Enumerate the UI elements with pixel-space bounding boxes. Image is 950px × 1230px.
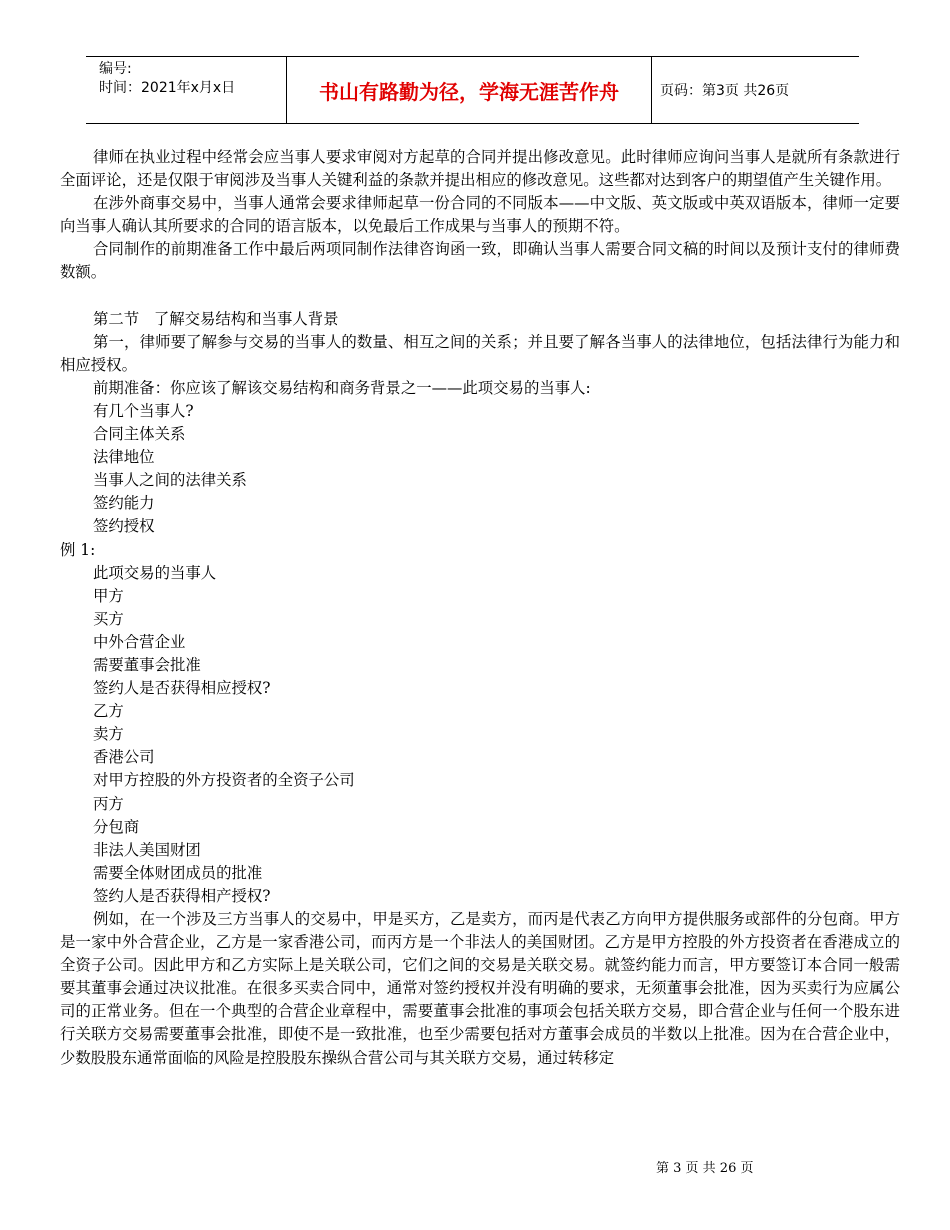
example-item: 需要董事会批准	[93, 655, 201, 674]
section-title: 第二节 了解交易结构和当事人背景	[93, 309, 339, 328]
paragraph: 例如，在一个涉及三方当事人的交易中，甲是买方，乙是卖方，而丙是代表乙方向甲方提供服务或部件的分包商。甲方是一家中外合营企业，乙方是一家香港公司，而丙方是一个非法人的美国财团。乙方是甲方控股的外方投资者在香港成立的全资子公司。因此甲方和乙方实际上是关联公司，它们之间的交易是关联交易。就签约能力而言，甲方要签订本合同一般需要其董事会通过决议批准。在很多买卖合同中，通常对签约授权并没有明确的要求，无须董事会批准，因为买卖行为应属公司的正常业务。但在一个典型的合营企业章程中，需要董事会批准的事项会包括关联方交易，即合营企业与任何一个股东进行关联方交易需要董事会批准，即使不是一致批准，也至少需要包括对方董事会成员的半数以上批准。因为在合营企业中，少数股股东通常面临的风险是控股股东操纵合营公司与其关联方交易，通过转移定	[60, 910, 900, 1067]
checklist-item: 签约能力	[93, 494, 155, 513]
example-item: 签约人是否获得相产授权?	[93, 886, 271, 905]
example-item: 非法人美国财团	[93, 840, 201, 859]
example-item: 分包商	[93, 817, 140, 836]
checklist-item: 签约授权	[93, 517, 155, 536]
checklist-item: 有几个当事人?	[93, 401, 194, 420]
spacer	[60, 285, 900, 308]
example-item: 此项交易的当事人	[93, 563, 217, 582]
checklist-item: 法律地位	[93, 448, 155, 467]
example-item: 中外合营企业	[93, 632, 186, 651]
header-meta	[86, 57, 286, 123]
paragraph: 律师在执业过程中经常会应当事人要求审阅对方起草的合同并提出修改意见。此时律师应询问当事人是就所有条款进行全面评论，还是仅限于审阅涉及当事人关键利益的条款并提出相应的修改意见。这些都对达到客户的期望值产生关键作用。	[60, 148, 900, 190]
paragraph: 第一，律师要了解参与交易的当事人的数量、相互之间的关系；并且要了解各当事人的法律地位，包括法律行为能力和相应授权。	[60, 332, 900, 374]
example-item: 需要全体财团成员的批准	[93, 863, 263, 882]
example-item: 买方	[93, 609, 124, 628]
example-label: 例 1:	[60, 540, 96, 559]
example-item: 卖方	[93, 725, 124, 744]
time-label: 时间：2021年x月x日	[99, 80, 236, 96]
header-motto: 书山有路勤为径，学海无涯苦作舟	[286, 57, 652, 123]
example-item: 签约人是否获得相应授权?	[93, 679, 271, 698]
paragraph: 在涉外商事交易中，当事人通常会要求律师起草一份合同的不同版本——中文版、英文版或中英双语版本，律师一定要向当事人确认其所要求的合同的语言版本，以免最后工作成果与当事人的预期不符。	[60, 194, 900, 236]
checklist-item: 合同主体关系	[93, 425, 186, 444]
paragraph: 前期准备：你应该了解该交易结构和商务背景之一——此项交易的当事人:	[93, 378, 591, 397]
document-body	[60, 146, 900, 1070]
example-item: 香港公司	[93, 748, 155, 767]
checklist-item: 当事人之间的法律关系	[93, 471, 247, 490]
document-header	[86, 56, 859, 124]
header-page-info: 页码：第3页 共26页	[660, 83, 790, 99]
example-item: 乙方	[93, 702, 124, 721]
paragraph: 合同制作的前期准备工作中最后两项同制作法律咨询函一致，即确认当事人需要合同文稿的时间以及预计支付的律师费数额。	[60, 240, 900, 282]
page-footer: 第 3 页 共 26 页	[656, 1161, 754, 1176]
number-label: 编号:	[99, 61, 132, 77]
example-item: 对甲方控股的外方投资者的全资子公司	[93, 771, 355, 790]
example-item: 丙方	[93, 794, 124, 813]
example-item: 甲方	[93, 586, 124, 605]
